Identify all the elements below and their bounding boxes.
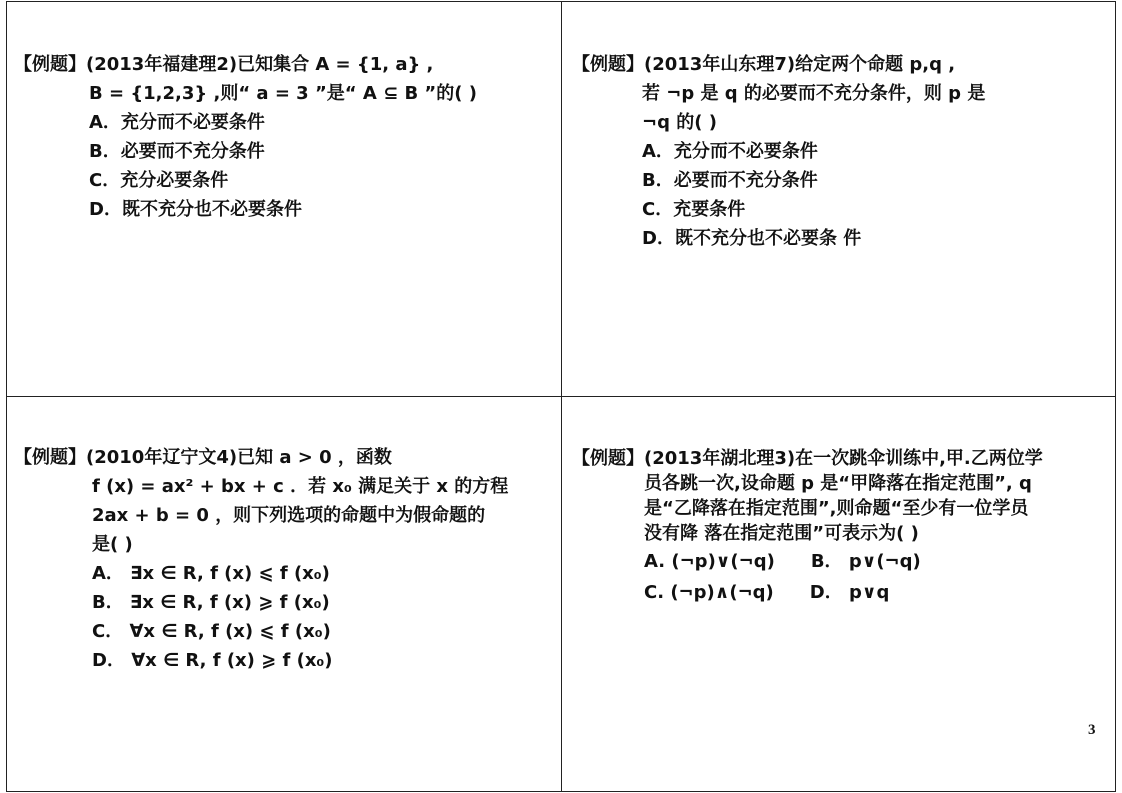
- question-4: [572, 446, 1043, 608]
- q3-line-1: 【例题】(2010年辽宁文4)已知 a > 0 ，函数: [14, 447, 392, 468]
- q1-option-a: A．充分而不必要条件: [89, 112, 265, 133]
- q3-option-c: C． ∀x ∈ R, f (x) ⩽ f (x₀): [92, 621, 331, 642]
- q4-options-row-2: [572, 577, 1043, 608]
- q4-line-3: 是“乙降落在指定范围”,则命题“至少有一位学员: [644, 498, 1029, 519]
- q3-option-b: B． ∃x ∈ R, f (x) ⩾ f (x₀): [92, 592, 330, 613]
- q3-option-d: D． ∀x ∈ R, f (x) ⩾ f (x₀): [92, 650, 333, 671]
- q3-line-4: 是( ): [92, 534, 133, 555]
- q4-options-row-1: [572, 546, 1043, 577]
- q3-option-a: A． ∃x ∈ R, f (x) ⩽ f (x₀): [92, 563, 330, 584]
- q2-option-d: D．既不充分也不必要条 件: [642, 228, 862, 249]
- q1-line-2: B = {1,2,3} ,则“ a = 3 ”是“ A ⊆ B ”的( ): [89, 83, 477, 104]
- q2-option-b: B．必要而不充分条件: [642, 170, 818, 191]
- q1-option-c: C．充分必要条件: [89, 170, 229, 191]
- question-3: [14, 443, 508, 675]
- q2-line-3: ¬q 的( ): [642, 112, 717, 133]
- question-1: [14, 50, 477, 224]
- q4-option-d: D． p∨q: [809, 582, 890, 603]
- q3-line-3: 2ax + b = 0 ，则下列选项的命题中为假命题的: [92, 505, 486, 526]
- q4-option-b: B． p∨(¬q): [810, 551, 921, 572]
- q2-option-c: C．充要条件: [642, 199, 746, 220]
- q2-option-a: A．充分而不必要条件: [642, 141, 818, 162]
- question-2: [572, 50, 985, 253]
- page-number: 3: [1088, 722, 1096, 738]
- q4-option-a: A. (¬p)∨(¬q): [644, 551, 775, 572]
- q4-option-c: C. (¬p)∧(¬q): [644, 582, 774, 603]
- q1-line-1: 【例题】(2013年福建理2)已知集合 A = {1, a} ,: [14, 54, 434, 75]
- q1-option-b: B．必要而不充分条件: [89, 141, 265, 162]
- q3-line-2: f (x) = ax² + bx + c ．若 x₀ 满足关于 x 的方程: [92, 476, 509, 497]
- q2-line-1: 【例题】(2013年山东理7)给定两个命题 p,q ,: [572, 54, 956, 75]
- q4-line-4: 没有降 落在指定范围”可表示为( ): [644, 523, 919, 544]
- q4-line-2: 员各跳一次,设命题 p 是“甲降落在指定范围”, q: [644, 473, 1032, 494]
- q2-line-2: 若 ¬p 是 q 的必要而不充分条件，则 p 是: [642, 83, 986, 104]
- q1-option-d: D．既不充分也不必要条件: [89, 199, 302, 220]
- q4-line-1: 【例题】(2013年湖北理3)在一次跳伞训练中,甲.乙两位学: [572, 448, 1043, 469]
- horizontal-divider: [6, 396, 1116, 397]
